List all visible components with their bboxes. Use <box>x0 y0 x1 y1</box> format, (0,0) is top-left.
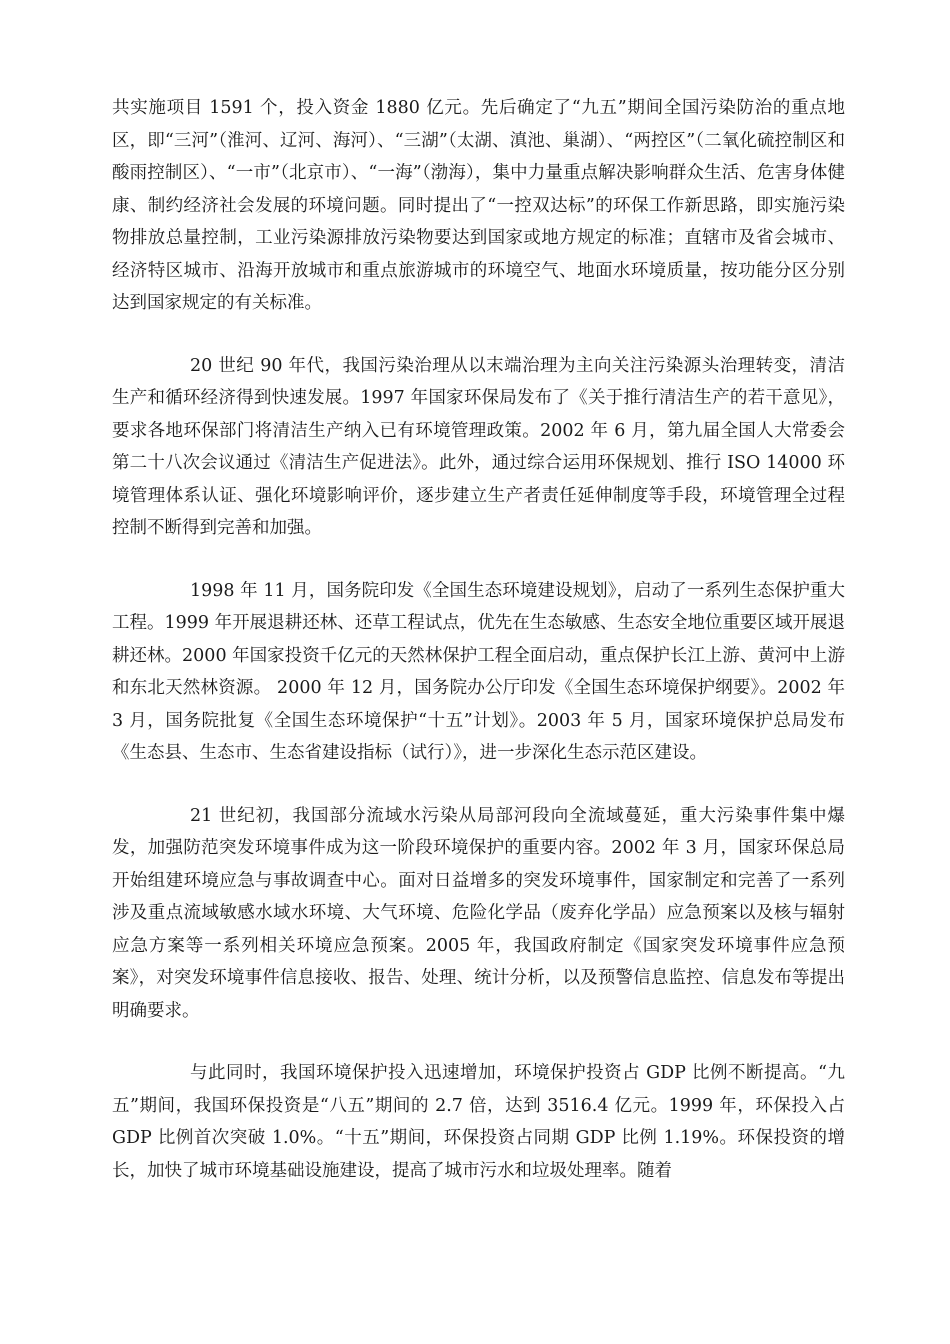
paragraph-1: 共实施项目 1591 个，投入资金 1880 亿元。先后确定了“九五”期间全国污染防治的重点地区，即“三河”（淮河、辽河、海河）、“三湖”（太湖、滇池、巢湖）、“两控区”（二氧化硫控制区和酸雨控制区）、“一市”（北京市）、“一海”（渤海），集中力量重点解决影响群众生活、危害身体健康、制约经济社会发展的环境问题。同时提出了“一控双达标”的环保工作新思路，即实施污染物排放总量控制，工业污染源排放污染物要达到国家或地方规定的标准；直辖市及省会城市、经济特区城市、沿海开放城市和重点旅游城市的环境空气、地面水环境质量，按功能分区分别达到国家规定的有关标准。 <box>112 98 845 313</box>
paragraph-4: 21 世纪初，我国部分流域水污染从局部河段向全流域蔓延，重大污染事件集中爆发，加强防范突发环境事件成为这一阶段环境保护的重要内容。2002 年 3 月，国家环保总局开始组建环境应急与事故调查中心。面对日益增多的突发环境事件，国家制定和完善了一系列涉及重点流域敏感水域水环境、大气环境、危险化学品（废弃化学品）应急预案以及核与辐射应急方案等一系列相关环境应急预案。2005 年，我国政府制定《国家突发环境事件应急预案》，对突发环境事件信息接收、报告、处理、统计分析，以及预警信息监控、信息发布等提出明确要求。 <box>112 805 845 1021</box>
paragraph-5: 与此同时，我国环境保护投入迅速增加，环境保护投资占 GDP 比例不断提高。“九五”期间，我国环保投资是“八五”期间的 2.7 倍，达到 3516.4 亿元。1999 年，环保投入占 GDP 比例首次突破 1.0%。“十五”期间，环保投资占同期 GDP 比例 1.19%。环保投资的增长，加快了城市环境基础设施建设，提高了城市污水和垃圾处理率。随着 <box>112 1063 845 1181</box>
document-page <box>112 92 845 1217</box>
paragraph-2: 20 世纪 90 年代，我国污染治理从以末端治理为主向关注污染源头治理转变，清洁生产和循环经济得到快速发展。1997 年国家环保局发布了《关于推行清洁生产的若干意见》，要求各地环保部门将清洁生产纳入已有环境管理政策。2002 年 6 月，第九届全国人大常委会第二十八次会议通过《清洁生产促进法》。此外，通过综合运用环保规划、推行 ISO 14000 环境管理体系认证、强化环境影响评价，逐步建立生产者责任延伸制度等手段，环境管理全过程控制不断得到完善和加强。 <box>112 355 845 538</box>
paragraph-3: 1998 年 11 月，国务院印发《全国生态环境建设规划》，启动了一系列生态保护重大工程。1999 年开展退耕还林、还草工程试点，优先在生态敏感、生态安全地位重要区域开展退耕还林。2000 年国家投资千亿元的天然林保护工程全面启动，重点保护长江上游、黄河中上游和东北天然林资源。 2000 年 12 月，国务院办公厅印发《全国生态环境保护纲要》。2002 年 3 月，国务院批复《全国生态环境保护“十五”计划》。2003 年 5 月，国家环境保护总局发布《生态县、生态市、生态省建设指标（试行）》，进一步深化生态示范区建设。 <box>112 580 845 763</box>
